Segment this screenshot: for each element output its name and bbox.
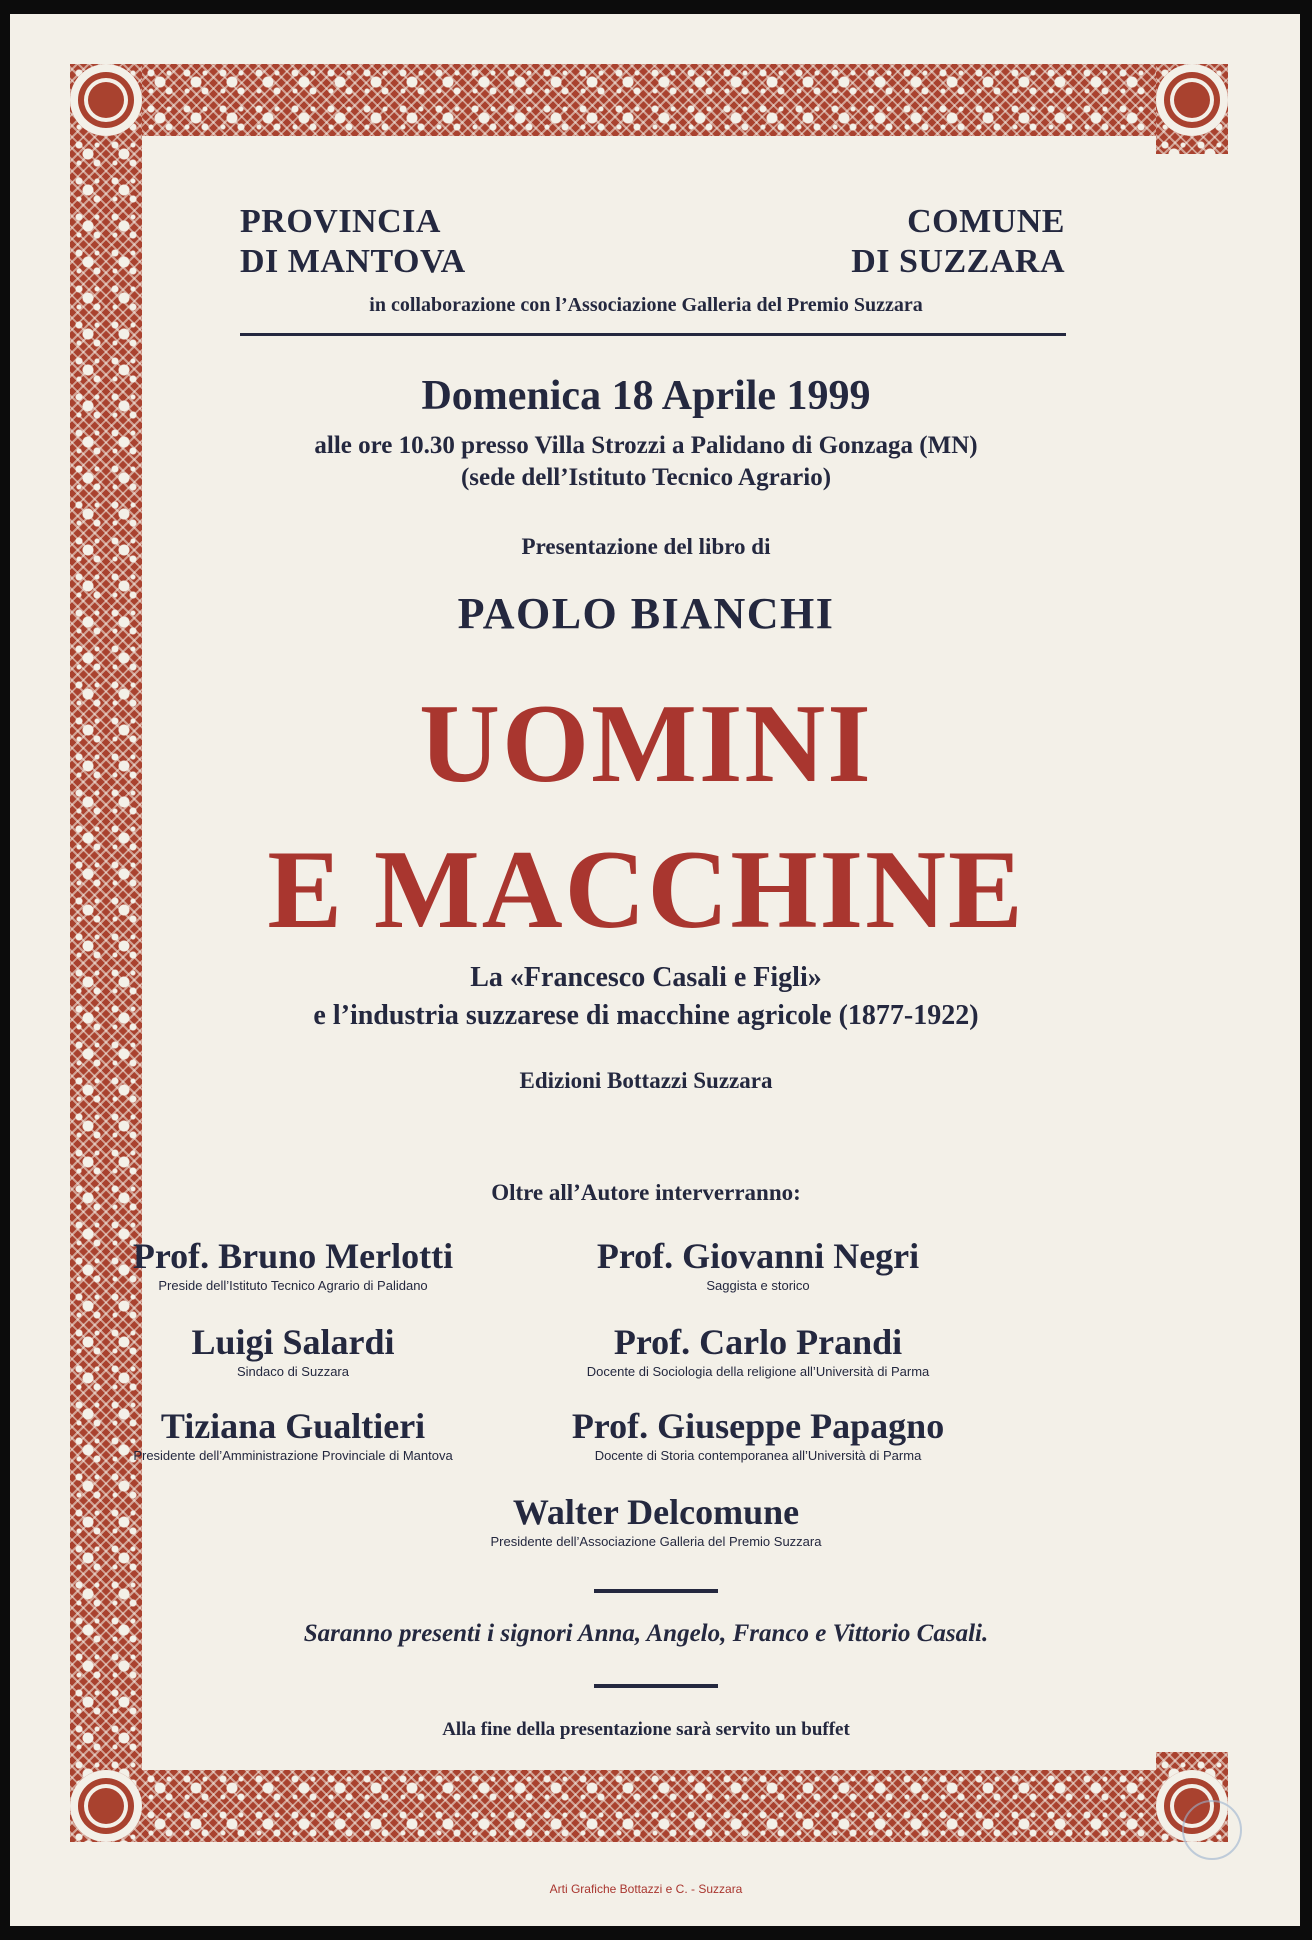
speaker-name: Luigi Salardi <box>191 1322 395 1362</box>
author-name: PAOLO BIANCHI <box>457 589 835 638</box>
header-right-line1: COMUNE <box>907 203 1065 240</box>
speaker <box>518 1406 998 1464</box>
speaker-name: Prof. Carlo Prandi <box>613 1322 903 1362</box>
header-right-line2: DI SUZZARA <box>851 243 1065 280</box>
speaker-name: Prof. Giuseppe Papagno <box>571 1406 945 1446</box>
book-title-line1: UOMINI <box>419 682 873 806</box>
speaker-role: Preside dell’Istituto Tecnico Agrario di Palidano <box>158 1278 428 1293</box>
border-top <box>70 64 1228 136</box>
speaker <box>518 1322 998 1380</box>
speaker-role: Presidente dell’Amministrazione Provinciale di Mantova <box>133 1448 453 1463</box>
printer-credit: Arti Grafiche Bottazzi e C. - Suzzara <box>549 1882 743 1896</box>
corner-rosette-icon <box>70 64 142 136</box>
speaker <box>53 1322 533 1380</box>
header-left-line1: PROVINCIA <box>240 203 441 240</box>
event-place-line2: (sede dell’Istituto Tecnico Agrario) <box>460 464 832 491</box>
corner-rosette-icon <box>70 1770 142 1842</box>
speaker-role: Sindaco di Suzzara <box>236 1364 349 1379</box>
header-provincia <box>240 202 466 282</box>
speaker-role: Docente di Storia contemporanea all’Università di Parma <box>594 1448 922 1463</box>
book-title-line2: E MACCHINE <box>267 828 1025 952</box>
speaker-name: Walter Delcomune <box>512 1492 800 1532</box>
divider <box>594 1684 718 1688</box>
speaker <box>416 1492 896 1550</box>
book-subtitle-line1: La «Francesco Casali e Figli» <box>470 962 822 993</box>
speaker <box>53 1236 533 1294</box>
border-bottom <box>70 1770 1228 1842</box>
speaker-role: Presidente dell’Associazione Galleria del Premio Suzzara <box>490 1534 822 1549</box>
ornamental-border <box>70 64 1228 1842</box>
speaker-name: Prof. Bruno Merlotti <box>132 1236 454 1276</box>
event-place-line1: alle ore 10.30 presso Villa Strozzi a Palidano di Gonzaga (MN) <box>314 432 978 459</box>
speakers-intro: Oltre all’Autore interverranno: <box>491 1180 801 1205</box>
attendees-note: Saranno presenti i signori Anna, Angelo, Franco e Vittorio Casali. <box>303 1620 989 1647</box>
header-left-line2: DI MANTOVA <box>240 243 466 280</box>
border-left <box>70 64 142 1842</box>
buffet-note: Alla fine della presentazione sarà servito un buffet <box>442 1719 850 1740</box>
header-divider <box>240 333 1066 336</box>
corner-rosette-icon <box>1156 64 1228 136</box>
speaker-role: Docente di Sociologia della religione all’Università di Parma <box>586 1364 930 1379</box>
speaker <box>53 1406 533 1464</box>
publisher: Edizioni Bottazzi Suzzara <box>519 1068 773 1093</box>
presentation-line: Presentazione del libro di <box>521 534 771 559</box>
book-subtitle-line2: e l’industria suzzarese di macchine agricole (1877-1922) <box>313 1000 979 1031</box>
speaker-role: Saggista e storico <box>706 1278 810 1293</box>
event-date: Domenica 18 Aprile 1999 <box>421 373 871 419</box>
library-stamp-icon <box>1182 1800 1242 1860</box>
header-comune <box>851 202 1065 282</box>
speaker-name: Tiziana Gualtieri <box>160 1406 426 1446</box>
speaker-name: Prof. Giovanni Negri <box>596 1236 920 1276</box>
collaboration-line: in collaborazione con l’Associazione Galleria del Premio Suzzara <box>369 294 923 316</box>
speaker <box>518 1236 998 1294</box>
divider <box>594 1589 718 1593</box>
